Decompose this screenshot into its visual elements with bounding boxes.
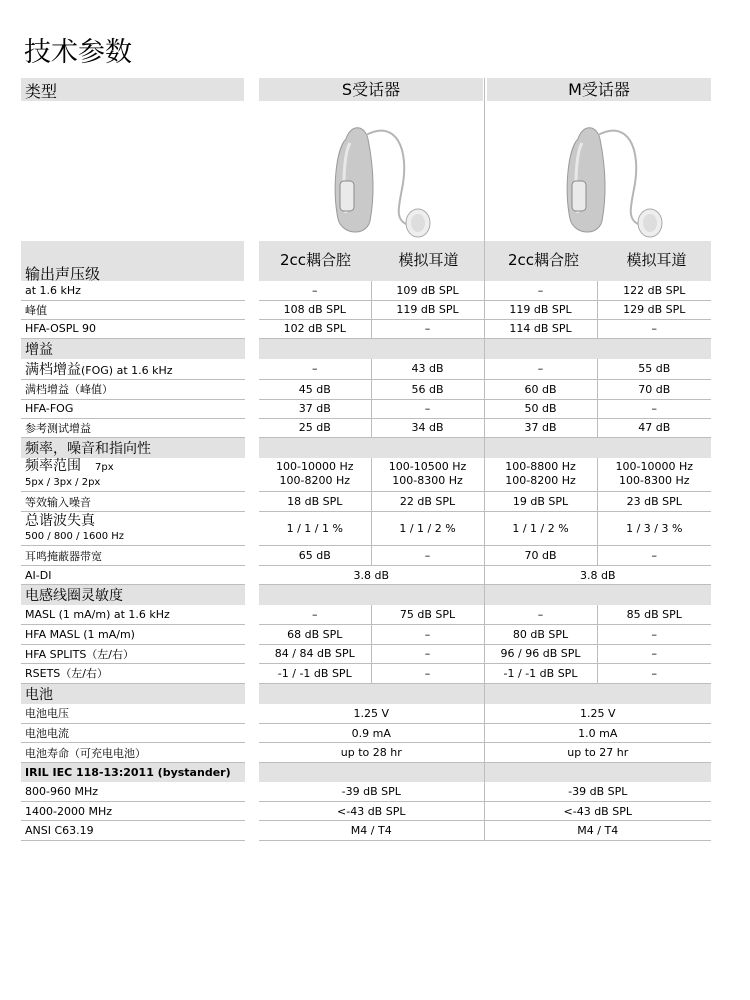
row-label: 800-960 MHz — [21, 782, 245, 802]
row-label: HFA-OSPL 90 — [21, 319, 245, 338]
value-cell: – — [597, 319, 711, 338]
value-cell: 85 dB SPL — [597, 605, 711, 624]
table-row — [21, 566, 711, 585]
section-label: IRIL IEC 118-13:2011 (bystander) — [21, 763, 245, 782]
page-title: 技术参数 — [24, 37, 132, 68]
value-cell: 70 dB — [484, 546, 597, 566]
value-cell: – — [371, 399, 484, 418]
value-cell: – — [371, 319, 484, 338]
m-receiver-header: M受话器 — [487, 78, 711, 101]
section-header-coil — [21, 585, 711, 606]
value-cell: 56 dB — [371, 379, 484, 399]
value-cell: 119 dB SPL — [371, 300, 484, 319]
row-label: 峰值 — [21, 300, 245, 319]
table-row — [21, 724, 711, 743]
value-cell: – — [597, 546, 711, 566]
s-ear-column-header: 模拟耳道 — [398, 251, 459, 269]
value-cell: 37 dB — [259, 399, 371, 418]
table-row — [21, 418, 711, 437]
section-header-iril — [21, 763, 711, 782]
value-cell: 96 / 96 dB SPL — [484, 644, 597, 663]
type-header-row — [21, 78, 711, 101]
row-label: ANSI C63.19 — [21, 821, 245, 841]
table-row — [21, 704, 711, 724]
section-header-frequency — [21, 437, 711, 458]
value-cell: – — [259, 281, 371, 300]
table-row — [21, 512, 711, 546]
table-row — [21, 399, 711, 418]
table-row — [21, 300, 711, 319]
value-cell: – — [371, 644, 484, 663]
table-row — [21, 458, 711, 492]
value-cell: 43 dB — [371, 359, 484, 380]
row-label: 满档增益(FOG) at 1.6 kHz — [21, 359, 245, 380]
value-cell: -39 dB SPL — [484, 782, 711, 802]
row-label: 电池电流 — [21, 724, 245, 743]
value-cell: 19 dB SPL — [484, 492, 597, 512]
value-cell: 122 dB SPL — [597, 281, 711, 300]
value-cell: 108 dB SPL — [259, 300, 371, 319]
column-divider — [484, 101, 485, 241]
value-cell: – — [484, 605, 597, 624]
value-cell: 3.8 dB — [259, 566, 484, 585]
table-row — [21, 492, 711, 512]
value-cell: 22 dB SPL — [371, 492, 484, 512]
row-label: 总谐波失真 500 / 800 / 1600 Hz — [21, 512, 245, 546]
value-cell: – — [597, 644, 711, 663]
table-row — [21, 802, 711, 821]
row-label: HFA MASL (1 mA/m) — [21, 624, 245, 644]
value-cell: 119 dB SPL — [484, 300, 597, 319]
section-label: 电感线圈灵敏度 — [21, 585, 245, 606]
value-cell: 100-10500 Hz 100-8300 Hz — [371, 458, 484, 492]
value-cell: 0.9 mA — [259, 724, 484, 743]
spec-table — [21, 281, 711, 841]
value-cell: 34 dB — [371, 418, 484, 437]
table-row — [21, 743, 711, 763]
row-label: AI-DI — [21, 566, 245, 585]
value-cell: 45 dB — [259, 379, 371, 399]
value-cell: 114 dB SPL — [484, 319, 597, 338]
value-cell: – — [371, 624, 484, 644]
table-row — [21, 644, 711, 663]
value-cell: -1 / -1 dB SPL — [259, 663, 371, 683]
value-cell: – — [259, 605, 371, 624]
value-cell: -39 dB SPL — [259, 782, 484, 802]
value-cell: 1 / 1 / 1 % — [259, 512, 371, 546]
row-label: 参考测试增益 — [21, 418, 245, 437]
value-cell: 102 dB SPL — [259, 319, 371, 338]
value-cell: 1 / 1 / 2 % — [484, 512, 597, 546]
value-cell: 80 dB SPL — [484, 624, 597, 644]
value-cell: <-43 dB SPL — [259, 802, 484, 821]
value-cell: – — [371, 546, 484, 566]
s-receiver-hearing-aid-image — [306, 109, 436, 241]
value-cell: 100-8800 Hz 100-8200 Hz — [484, 458, 597, 492]
table-row — [21, 605, 711, 624]
value-cell: – — [597, 663, 711, 683]
value-cell: up to 27 hr — [484, 743, 711, 763]
value-cell: 18 dB SPL — [259, 492, 371, 512]
table-row — [21, 624, 711, 644]
row-label: MASL (1 mA/m) at 1.6 kHz — [21, 605, 245, 624]
table-row — [21, 359, 711, 380]
value-cell: – — [597, 399, 711, 418]
value-cell: 3.8 dB — [484, 566, 711, 585]
table-row — [21, 821, 711, 841]
value-cell: 1.25 V — [484, 704, 711, 724]
section-label: 电池 — [21, 683, 245, 704]
value-cell: up to 28 hr — [259, 743, 484, 763]
value-cell: 25 dB — [259, 418, 371, 437]
table-row — [21, 663, 711, 683]
section-label: 增益 — [21, 338, 245, 359]
type-label: 类型 — [25, 82, 58, 101]
row-label: 1400-2000 MHz — [21, 802, 245, 821]
value-cell: – — [371, 663, 484, 683]
row-label: at 1.6 kHz — [21, 281, 245, 300]
value-cell: 1 / 1 / 2 % — [371, 512, 484, 546]
column-divider — [484, 241, 485, 281]
value-cell: 84 / 84 dB SPL — [259, 644, 371, 663]
output-subheader-row — [21, 241, 711, 281]
row-label: 电池电压 — [21, 704, 245, 724]
value-cell: 109 dB SPL — [371, 281, 484, 300]
value-cell: 65 dB — [259, 546, 371, 566]
value-cell: <-43 dB SPL — [484, 802, 711, 821]
spec-table-wrapper — [21, 78, 711, 841]
m-receiver-hearing-aid-image — [538, 109, 668, 241]
value-cell: 70 dB — [597, 379, 711, 399]
value-cell: 1 / 3 / 3 % — [597, 512, 711, 546]
row-label: 频率范围 7px 5px / 3px / 2px — [21, 458, 245, 492]
table-row — [21, 782, 711, 802]
value-cell: – — [484, 281, 597, 300]
table-row — [21, 379, 711, 399]
value-cell: 60 dB — [484, 379, 597, 399]
value-cell: M4 / T4 — [484, 821, 711, 841]
value-cell: 1.25 V — [259, 704, 484, 724]
value-cell: 75 dB SPL — [371, 605, 484, 624]
value-cell: 129 dB SPL — [597, 300, 711, 319]
row-label: HFA-FOG — [21, 399, 245, 418]
table-row — [21, 546, 711, 566]
row-label: 电池寿命（可充电电池） — [21, 743, 245, 763]
value-cell: 68 dB SPL — [259, 624, 371, 644]
value-cell: M4 / T4 — [259, 821, 484, 841]
value-cell: – — [597, 624, 711, 644]
row-label: 耳鸣掩蔽器带宽 — [21, 546, 245, 566]
value-cell: 55 dB — [597, 359, 711, 380]
table-row — [21, 319, 711, 338]
row-label: 等效输入噪音 — [21, 492, 245, 512]
device-image-row — [21, 101, 711, 241]
value-cell: 100-10000 Hz 100-8200 Hz — [259, 458, 371, 492]
section-header-battery — [21, 683, 711, 704]
value-cell: – — [484, 359, 597, 380]
table-row — [21, 281, 711, 300]
s-receiver-header: S受话器 — [259, 78, 483, 101]
value-cell: – — [259, 359, 371, 380]
type-label-cell — [21, 78, 244, 101]
row-label: HFA SPLITS（左/右） — [21, 644, 245, 663]
m-ear-column-header: 模拟耳道 — [626, 251, 687, 269]
output-section-label: 输出声压级 — [25, 265, 101, 283]
s-2cc-column-header: 2cc耦合腔 — [279, 251, 352, 269]
row-label: 满档增益（峰值） — [21, 379, 245, 399]
value-cell: -1 / -1 dB SPL — [484, 663, 597, 683]
value-cell: 1.0 mA — [484, 724, 711, 743]
value-cell: 23 dB SPL — [597, 492, 711, 512]
value-cell: 47 dB — [597, 418, 711, 437]
value-cell: 100-10000 Hz 100-8300 Hz — [597, 458, 711, 492]
column-divider — [484, 78, 485, 101]
section-header-gain — [21, 338, 711, 359]
value-cell: 37 dB — [484, 418, 597, 437]
value-cell: 50 dB — [484, 399, 597, 418]
row-label: RSETS（左/右） — [21, 663, 245, 683]
m-2cc-column-header: 2cc耦合腔 — [507, 251, 580, 269]
section-label: 频率，噪音和指向性 — [21, 437, 245, 458]
